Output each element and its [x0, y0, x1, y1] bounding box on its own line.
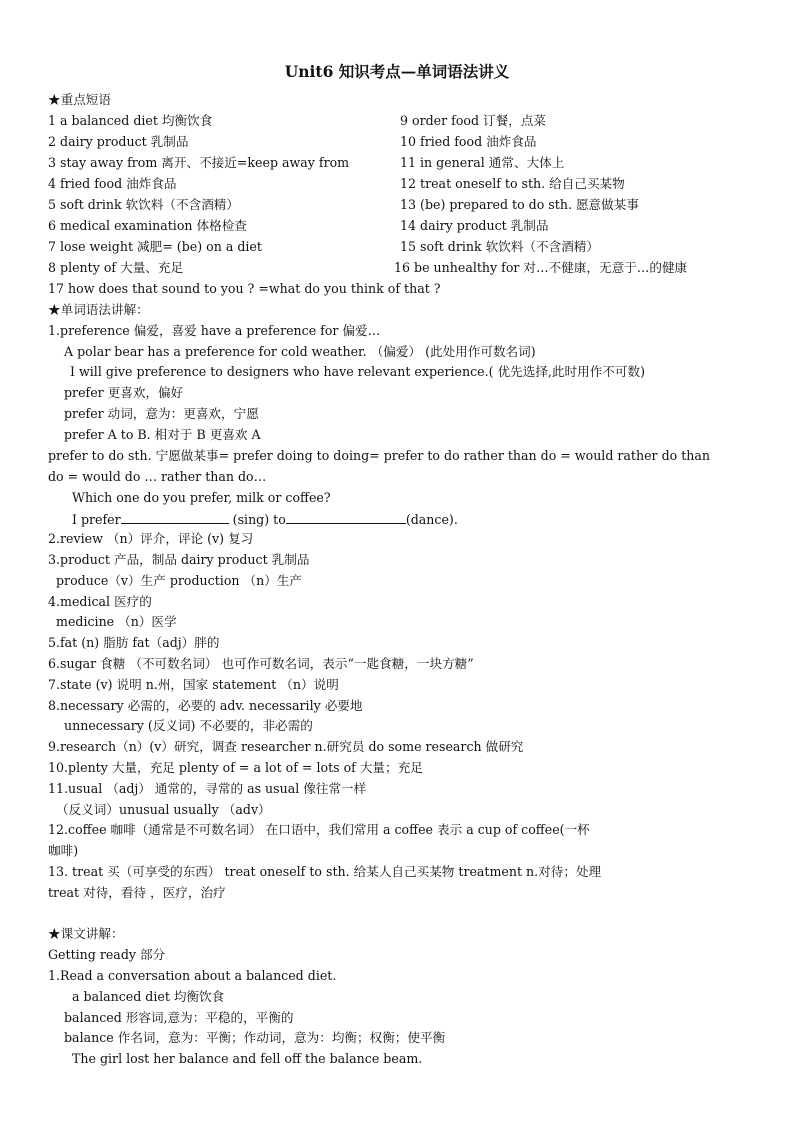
grammar-entry: 12.coffee 咖啡（通常是不可数名词） 在口语中，我们常用 a coffee 表示 a cup of coffee(一杯: [48, 822, 590, 837]
text-note: balanced 形容词,意为：平稳的，平衡的: [64, 1010, 294, 1025]
grammar-note: prefer 更喜欢，偏好: [64, 385, 184, 400]
phrase-item: 17 how does that sound to you ? =what do you think of that ?: [48, 281, 441, 296]
text-note: a balanced diet 均衡饮食: [72, 989, 225, 1004]
phrase-item: 7 lose weight 减肥= (be) on a diet: [48, 239, 262, 254]
grammar-note: produce（v）生产 production （n）生产: [56, 573, 302, 588]
grammar-entry: 6.sugar 食糖 （不可数名词） 也可作可数名词，表示“一匙食糖，一块方糖”: [48, 656, 474, 671]
answer-blank[interactable]: [121, 511, 229, 524]
grammar-note: （反义词）unusual usually （adv）: [56, 802, 271, 817]
phrase-item: 5 soft drink 软饮料（不含酒精）: [48, 197, 239, 212]
phrase-item: 6 medical examination 体格检查: [48, 218, 247, 233]
page-title: Unit6 知识考点—单词语法讲义: [284, 62, 510, 81]
grammar-entry: 2.review （n）评介，评论 (v) 复习: [48, 531, 254, 546]
example-sentence: Which one do you prefer, milk or coffee?: [72, 490, 331, 505]
grammar-entry: 8.necessary 必需的，必要的 adv. necessarily 必要地: [48, 698, 363, 713]
grammar-entry: 13. treat 买（可享受的东西） treat oneself to sth. 给某人自己买某物 treatment n.对待；处理: [48, 864, 602, 879]
grammar-entry: 5.fat (n) 脂肪 fat（adj）胖的: [48, 635, 220, 650]
grammar-entry: 7.state (v) 说明 n.州，国家 statement （n）说明: [48, 677, 339, 692]
grammar-entry: 11.usual （adj） 通常的，寻常的 as usual 像往常一样: [48, 781, 367, 796]
exercise-text: (dance).: [405, 512, 458, 527]
phrase-item: 8 plenty of 大量、充足: [48, 260, 184, 275]
grammar-entry: 3.product 产品，制品 dairy product 乳制品: [48, 552, 310, 567]
text-heading: ★课文讲解：: [48, 926, 124, 941]
phrase-item: 11 in general 通常、大体上: [400, 155, 565, 170]
example-sentence: The girl lost her balance and fell off the balance beam.: [72, 1051, 423, 1066]
grammar-entry: 9.research（n）(v）研究，调查 researcher n.研究员 do some research 做研究: [48, 739, 524, 754]
grammar-note: do = would do … rather than do…: [48, 469, 267, 484]
grammar-note: medicine （n）医学: [56, 614, 177, 629]
exercise-text: (sing) to: [232, 512, 286, 527]
grammar-note: prefer 动词，意为：更喜欢，宁愿: [64, 406, 259, 421]
phrase-item: 3 stay away from 离开、不接近=keep away from: [48, 155, 350, 170]
phrases-heading: ★重点短语: [48, 92, 111, 107]
phrase-item: 2 dairy product 乳制品: [48, 134, 189, 149]
phrase-item: 16 be unhealthy for 对…不健康，无意于…的健康: [394, 260, 688, 275]
example-sentence: I will give preference to designers who have relevant experience.( 优先选择,此时用作不可数): [70, 364, 645, 379]
text-note: balance 作名词，意为：平衡；作动词，意为：均衡；权衡；使平衡: [64, 1030, 446, 1045]
answer-blank[interactable]: [286, 511, 406, 524]
phrase-item: 12 treat oneself to sth. 给自己买某物: [400, 176, 625, 191]
grammar-heading: ★单词语法讲解：: [48, 302, 149, 317]
grammar-note: treat 对待，看待 ，医疗，治疗: [48, 885, 226, 900]
exercise-text: I prefer: [72, 512, 121, 527]
grammar-note: prefer to do sth. 宁愿做某事= prefer doing to doing= prefer to do rather than do = would rather do than: [48, 448, 711, 463]
text-entry: 1.Read a conversation about a balanced diet.: [48, 968, 337, 983]
phrase-item: 4 fried food 油炸食品: [48, 176, 177, 191]
phrase-item: 9 order food 订餐，点菜: [400, 113, 547, 128]
phrase-item: 15 soft drink 软饮料（不含酒精）: [400, 239, 599, 254]
grammar-note: prefer A to B. 相对于 B 更喜欢 A: [64, 427, 261, 442]
phrase-item: 1 a balanced diet 均衡饮食: [48, 113, 213, 128]
grammar-entry: 4.medical 医疗的: [48, 594, 152, 609]
phrase-item: 14 dairy product 乳制品: [400, 218, 549, 233]
grammar-entry: 1.preference 偏爱，喜爱 have a preference for 偏爱…: [48, 323, 381, 338]
phrase-item: 10 fried food 油炸食品: [400, 134, 537, 149]
grammar-note: 咖啡): [48, 843, 79, 858]
section-label: Getting ready 部分: [48, 947, 166, 962]
phrase-item: 13 (be) prepared to do sth. 愿意做某事: [400, 197, 639, 212]
example-sentence: A polar bear has a preference for cold weather. （偏爱） (此处用作可数名词): [64, 344, 536, 359]
grammar-entry: 10.plenty 大量，充足 plenty of = a lot of = lots of 大量；充足: [48, 760, 423, 775]
exercise-sentence: [72, 511, 458, 528]
grammar-note: unnecessary (反义词) 不必要的，非必需的: [64, 718, 313, 733]
